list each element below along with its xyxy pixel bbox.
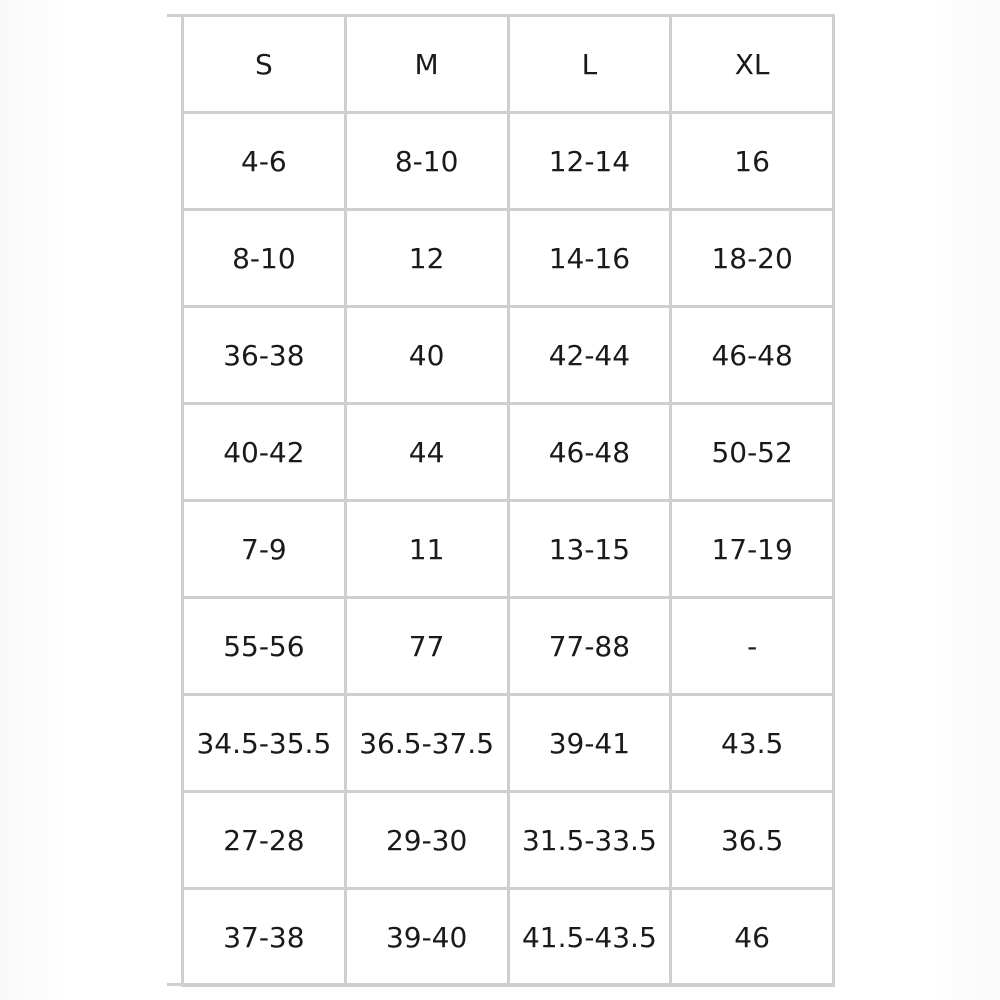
table-row xyxy=(183,113,834,210)
table-cell: 29-30 xyxy=(345,792,508,889)
table-cell: 40 xyxy=(345,307,508,404)
table-cell: 77-88 xyxy=(508,598,671,695)
table-row xyxy=(183,307,834,404)
table-cell: 39-40 xyxy=(345,889,508,986)
table-cell: 36.5 xyxy=(671,792,834,889)
table-cell: - xyxy=(671,598,834,695)
table-cell: 12 xyxy=(345,210,508,307)
table-cell: 31.5-33.5 xyxy=(508,792,671,889)
table-cell: 27-28 xyxy=(183,792,346,889)
table-cell: 13-15 xyxy=(508,501,671,598)
table-cell: 39-41 xyxy=(508,695,671,792)
header-cell-s: S xyxy=(183,16,346,113)
table-cell: 34.5-35.5 xyxy=(183,695,346,792)
size-table xyxy=(181,14,835,987)
table-cell: 40-42 xyxy=(183,404,346,501)
table-cell: 18-20 xyxy=(671,210,834,307)
table-cell: 8-10 xyxy=(183,210,346,307)
table-cell: 14-16 xyxy=(508,210,671,307)
table-cell: 12-14 xyxy=(508,113,671,210)
table-cell: 50-52 xyxy=(671,404,834,501)
header-cell-xl: XL xyxy=(671,16,834,113)
table-cell: 37-38 xyxy=(183,889,346,986)
table-cell: 46-48 xyxy=(671,307,834,404)
table-cell: 36-38 xyxy=(183,307,346,404)
size-chart xyxy=(167,14,835,986)
header-row xyxy=(183,16,834,113)
table-row xyxy=(183,792,834,889)
table-cell: 16 xyxy=(671,113,834,210)
table-cell: 42-44 xyxy=(508,307,671,404)
table-row xyxy=(183,695,834,792)
table-cell: 36.5-37.5 xyxy=(345,695,508,792)
table-cell: 43.5 xyxy=(671,695,834,792)
table-cell: 77 xyxy=(345,598,508,695)
header-cell-l: L xyxy=(508,16,671,113)
table-row xyxy=(183,501,834,598)
table-cell: 41.5-43.5 xyxy=(508,889,671,986)
header-cell-m: M xyxy=(345,16,508,113)
table-cell: 46 xyxy=(671,889,834,986)
table-cell: 11 xyxy=(345,501,508,598)
table-row xyxy=(183,404,834,501)
table-cell: 8-10 xyxy=(345,113,508,210)
table-cell: 7-9 xyxy=(183,501,346,598)
table-cell: 17-19 xyxy=(671,501,834,598)
table-cell: 46-48 xyxy=(508,404,671,501)
table-cell: 4-6 xyxy=(183,113,346,210)
table-row xyxy=(183,889,834,986)
table-cell: 44 xyxy=(345,404,508,501)
table-row xyxy=(183,598,834,695)
table-row xyxy=(183,210,834,307)
table-cell: 55-56 xyxy=(183,598,346,695)
